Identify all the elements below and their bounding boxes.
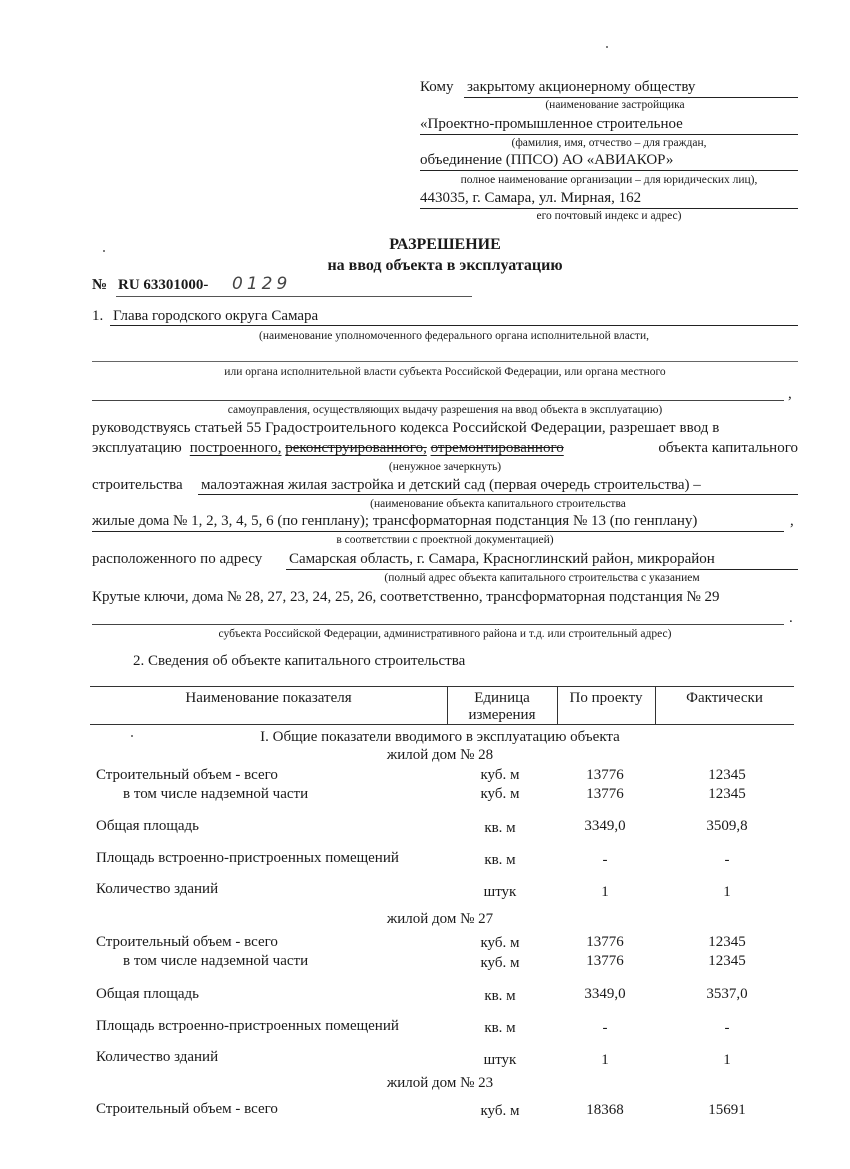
- permit-paragraph-line-2: [92, 440, 798, 457]
- addressee-caption-4: его почтовый индекс и адрес): [536, 210, 682, 222]
- header-unit-line-1: Единица: [474, 690, 530, 706]
- row-unit: кв. м: [484, 820, 516, 836]
- object-name-underline: [198, 494, 798, 495]
- row-label: Площадь встроенно-пристроенных помещений: [96, 850, 399, 866]
- row-project: 1: [601, 884, 609, 900]
- row-unit: куб. м: [480, 1103, 520, 1119]
- row-unit: куб. м: [480, 955, 520, 971]
- scan-speck: [606, 46, 608, 48]
- row-actual: -: [724, 852, 730, 868]
- addressee-underline: [464, 97, 798, 98]
- work-type-reconstructed-struck: реконструированного,: [285, 440, 427, 456]
- addressee-line-1: закрытому акционерному обществу: [467, 79, 696, 95]
- row-label: Строительный объем - всего: [96, 767, 278, 783]
- row-label: Общая площадь: [96, 818, 200, 834]
- row-label: Строительный объем - всего: [96, 934, 278, 950]
- table-header-bottom-border: [90, 724, 794, 725]
- building-title: жилой дом № 23: [386, 1075, 494, 1091]
- row-actual: 3537,0: [706, 986, 748, 1002]
- row-unit: штук: [483, 1052, 517, 1068]
- addressee-line-3: объединение (ППСО) АО «АВИАКОР»: [420, 152, 674, 168]
- work-types: [190, 440, 564, 457]
- address-underline-2: [92, 624, 784, 625]
- work-type-built: построенного,: [189, 440, 282, 456]
- row-unit: куб. м: [480, 786, 520, 802]
- docs-caption: в соответствии с проектной документацией): [336, 534, 554, 546]
- authority-underline: [110, 325, 798, 326]
- addressee-underline: [420, 170, 798, 171]
- row-project: 18368: [586, 1102, 624, 1118]
- authority-caption-3: самоуправления, осуществляющих выдачу разрешения на ввод объекта в эксплуатацию): [227, 404, 663, 416]
- permit-paragraph-line-1: руководствуясь статьей 55 Градостроительного кодекса Российской Федерации, разрешает ввод в: [92, 420, 720, 436]
- addressee-line-4: 443035, г. Самара, ул. Мирная, 162: [420, 190, 642, 206]
- section-2-title: 2. Сведения об объекте капитального строительства: [133, 653, 466, 669]
- address-line-2: Крутые ключи, дома № 28, 27, 23, 24, 25, 26, соответственно, трансформаторная подстанция № 29: [92, 589, 720, 605]
- period: .: [789, 610, 793, 626]
- building-title: жилой дом № 27: [386, 911, 494, 927]
- row-unit: штук: [483, 884, 517, 900]
- to-label: Кому: [420, 79, 454, 95]
- row-actual: 3509,8: [706, 818, 748, 834]
- row-actual: 15691: [708, 1102, 746, 1118]
- row-label: в том числе надземной части: [123, 786, 309, 802]
- addressee-underline: [420, 208, 798, 209]
- row-label: Количество зданий: [96, 881, 219, 897]
- addressee-caption-1: (наименование застройщика: [545, 99, 685, 111]
- object-name-underline-2: [92, 531, 784, 532]
- row-project: -: [602, 852, 608, 868]
- comma: ,: [790, 513, 794, 529]
- number-handwritten: 0129: [232, 274, 292, 294]
- row-unit: кв. м: [484, 852, 516, 868]
- authority-underline-3: [92, 400, 784, 401]
- row-unit: кв. м: [484, 1020, 516, 1036]
- addressee-line-2: «Проектно-промышленное строительное: [420, 116, 683, 132]
- object-name-line-2: жилые дома № 1, 2, 3, 4, 5, 6 (по генплану); трансформаторная подстанция № 13 (по генплану): [92, 513, 698, 529]
- row-project: 13776: [586, 934, 624, 950]
- row-actual: 1: [723, 1052, 731, 1068]
- address-caption-2: субъекта Российской Федерации, административного района и т.д. или строительный адрес): [218, 628, 672, 640]
- header-indicator-name: Наименование показателя: [185, 690, 352, 706]
- text-exploitation: эксплуатацию: [92, 440, 182, 456]
- row-project: 1: [601, 1052, 609, 1068]
- addressee-caption-2: (фамилия, имя, отчество – для граждан,: [511, 137, 707, 149]
- construction-label: строительства: [92, 477, 183, 493]
- row-unit: кв. м: [484, 988, 516, 1004]
- row-actual: 12345: [708, 767, 746, 783]
- address-line-1: Самарская область, г. Самара, Красноглинский район, микрорайон: [289, 551, 715, 567]
- row-label: Площадь встроенно-пристроенных помещений: [96, 1018, 399, 1034]
- row-label: Строительный объем - всего: [96, 1101, 278, 1117]
- row-actual: 1: [723, 884, 731, 900]
- authority-caption-1: (наименование уполномоченного федерального органа исполнительной власти,: [259, 330, 649, 342]
- row-project: 13776: [586, 786, 624, 802]
- addressee-underline: [420, 134, 798, 135]
- row-project: 3349,0: [584, 818, 626, 834]
- authority-caption-2: или органа исполнительной власти субъекта Российской Федерации, или органа местного: [224, 366, 666, 378]
- address-underline: [286, 569, 798, 570]
- strike-caption: (ненужное зачеркнуть): [388, 461, 502, 473]
- row-actual: 12345: [708, 934, 746, 950]
- work-type-repaired-struck: отремонтированного: [430, 440, 564, 456]
- row-project: 3349,0: [584, 986, 626, 1002]
- row-project: -: [602, 1020, 608, 1036]
- section-1-number: 1.: [92, 308, 104, 324]
- document-subtitle: на ввод объекта в эксплуатацию: [327, 257, 563, 274]
- row-unit: куб. м: [480, 767, 520, 783]
- object-name-line-1: малоэтажная жилая застройка и детский сад (первая очередь строительства) –: [201, 477, 701, 493]
- building-title: жилой дом № 28: [386, 747, 494, 763]
- row-project: 13776: [586, 767, 624, 783]
- header-actual: Фактически: [686, 690, 763, 706]
- number-prefix: RU 63301000-: [118, 277, 209, 293]
- header-project: По проекту: [569, 690, 643, 706]
- comma: ,: [788, 386, 792, 402]
- row-actual: 12345: [708, 953, 746, 969]
- row-label: в том числе надземной части: [123, 953, 309, 969]
- addressee-caption-3: полное наименование организации – для юридических лиц),: [460, 174, 758, 186]
- address-label: расположенного по адресу: [92, 551, 263, 567]
- object-name-caption: (наименование объекта капитального строительства: [370, 498, 626, 510]
- issuing-authority: Глава городского округа Самара: [113, 308, 319, 324]
- address-caption-1: (полный адрес объекта капитального строительства с указанием: [384, 572, 700, 584]
- group-title: I. Общие показатели вводимого в эксплуатацию объекта: [260, 729, 620, 745]
- row-actual: -: [724, 1020, 730, 1036]
- header-unit-line-2: измерения: [468, 707, 536, 723]
- number-underline: [116, 296, 472, 297]
- row-label: Общая площадь: [96, 986, 200, 1002]
- text-capital-object: объекта капитального: [658, 440, 798, 456]
- row-label: Количество зданий: [96, 1049, 219, 1065]
- number-label: №: [92, 277, 108, 293]
- document-title: РАЗРЕШЕНИЕ: [389, 236, 501, 253]
- table-top-border: [90, 686, 794, 687]
- row-unit: куб. м: [480, 935, 520, 951]
- authority-underline-2: [92, 361, 798, 362]
- row-project: 13776: [586, 953, 624, 969]
- row-actual: 12345: [708, 786, 746, 802]
